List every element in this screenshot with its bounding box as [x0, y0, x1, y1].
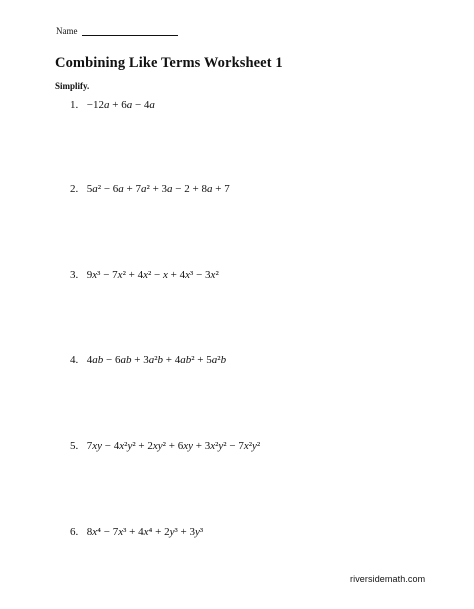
problem-number: 3.	[70, 269, 79, 281]
problem-expression: 7xy − 4x²y² + 2xy² + 6xy + 3x²y² − 7x²y²	[86, 440, 261, 452]
problem-1	[70, 99, 155, 111]
problem-expression: 4ab − 6ab + 3a²b + 4ab² + 5a²b	[86, 354, 227, 366]
problem-expression: 8x⁴ − 7x³ + 4x⁴ + 2y³ + 3y³	[86, 526, 204, 538]
instruction-text: Simplify.	[55, 81, 90, 91]
problem-number: 2.	[70, 183, 79, 195]
worksheet-title: Combining Like Terms Worksheet 1	[55, 55, 283, 71]
footer-site-name: riversidemath.com	[350, 574, 426, 584]
name-blank-line	[82, 26, 178, 36]
problem-2	[70, 183, 230, 195]
problem-expression: 5a² − 6a + 7a² + 3a − 2 + 8a + 7	[86, 183, 230, 195]
problem-3	[70, 269, 219, 281]
name-label: Name	[56, 26, 78, 36]
problem-6	[70, 526, 203, 538]
problem-5	[70, 440, 260, 452]
problem-number: 5.	[70, 440, 79, 452]
problem-number: 1.	[70, 99, 79, 111]
problem-number: 6.	[70, 526, 79, 538]
problem-expression: −12a + 6a − 4a	[86, 99, 155, 111]
problem-expression: 9x³ − 7x² + 4x² − x + 4x³ − 3x²	[86, 269, 219, 281]
problem-number: 4.	[70, 354, 79, 366]
problem-4	[70, 354, 226, 366]
name-field-row	[56, 26, 178, 36]
